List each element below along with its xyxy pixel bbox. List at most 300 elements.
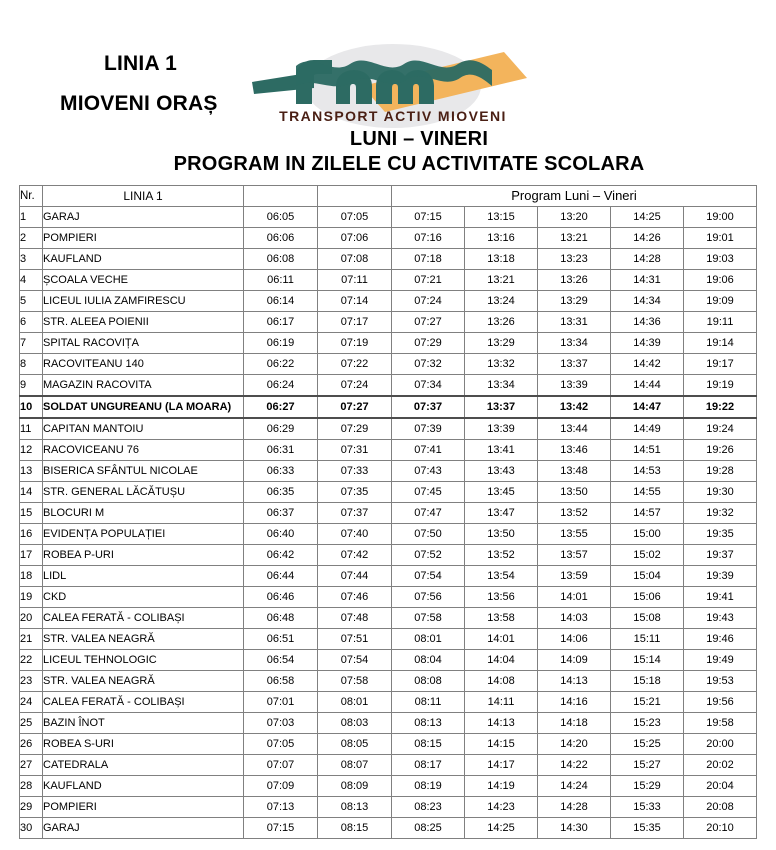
cell-departure-time: 15:25 xyxy=(611,734,684,755)
cell-departure-time: 07:54 xyxy=(392,566,465,587)
cell-departure-time: 07:31 xyxy=(318,440,392,461)
cell-departure-time: 13:15 xyxy=(465,207,538,228)
cell-departure-time: 08:01 xyxy=(392,629,465,650)
cell-departure-time: 14:15 xyxy=(465,734,538,755)
cell-departure-time: 15:27 xyxy=(611,755,684,776)
cell-departure-time: 15:08 xyxy=(611,608,684,629)
table-row xyxy=(20,650,757,671)
cell-departure-time: 13:37 xyxy=(538,354,611,375)
cell-station-name: RACOVITEANU 140 xyxy=(43,354,244,375)
header-cell-blank-2 xyxy=(318,186,392,207)
cell-departure-time: 13:39 xyxy=(465,418,538,440)
table-row xyxy=(20,713,757,734)
cell-departure-time: 13:45 xyxy=(465,482,538,503)
cell-nr: 12 xyxy=(20,440,43,461)
cell-departure-time: 13:44 xyxy=(538,418,611,440)
cell-departure-time: 08:03 xyxy=(318,713,392,734)
cell-departure-time: 15:06 xyxy=(611,587,684,608)
cell-departure-time: 14:47 xyxy=(611,396,684,418)
cell-departure-time: 08:07 xyxy=(318,755,392,776)
cell-nr: 30 xyxy=(20,818,43,839)
logo-tagline: TRANSPORT ACTIV MIOVENI xyxy=(279,108,507,124)
cell-departure-time: 13:42 xyxy=(538,396,611,418)
cell-departure-time: 13:55 xyxy=(538,524,611,545)
cell-station-name: GARAJ xyxy=(43,818,244,839)
header-cell-program: Program Luni – Vineri xyxy=(392,186,757,207)
cell-departure-time: 19:01 xyxy=(684,228,757,249)
cell-departure-time: 08:05 xyxy=(318,734,392,755)
cell-station-name: ROBEA P-URI xyxy=(43,545,244,566)
cell-departure-time: 19:32 xyxy=(684,503,757,524)
cell-station-name: EVIDENȚA POPULAȚIEI xyxy=(43,524,244,545)
cell-departure-time: 14:30 xyxy=(538,818,611,839)
cell-departure-time: 19:17 xyxy=(684,354,757,375)
cell-departure-time: 07:29 xyxy=(318,418,392,440)
cell-departure-time: 06:42 xyxy=(244,545,318,566)
cell-departure-time: 07:58 xyxy=(318,671,392,692)
cell-departure-time: 14:16 xyxy=(538,692,611,713)
cell-departure-time: 06:40 xyxy=(244,524,318,545)
cell-departure-time: 14:08 xyxy=(465,671,538,692)
cell-departure-time: 19:26 xyxy=(684,440,757,461)
cell-nr: 15 xyxy=(20,503,43,524)
schedule-table-body xyxy=(20,207,757,839)
cell-station-name: STR. ALEEA POIENII xyxy=(43,312,244,333)
cell-departure-time: 13:52 xyxy=(465,545,538,566)
cell-departure-time: 07:48 xyxy=(318,608,392,629)
cell-departure-time: 14:19 xyxy=(465,776,538,797)
cell-departure-time: 15:21 xyxy=(611,692,684,713)
cell-departure-time: 13:46 xyxy=(538,440,611,461)
cell-departure-time: 19:39 xyxy=(684,566,757,587)
cell-nr: 1 xyxy=(20,207,43,228)
cell-departure-time: 13:34 xyxy=(465,375,538,397)
cell-departure-time: 13:50 xyxy=(538,482,611,503)
logo-graphic xyxy=(252,42,542,134)
cell-departure-time: 14:49 xyxy=(611,418,684,440)
cell-departure-time: 07:11 xyxy=(318,270,392,291)
cell-station-name: GARAJ xyxy=(43,207,244,228)
table-row xyxy=(20,291,757,312)
cell-departure-time: 07:42 xyxy=(318,545,392,566)
cell-departure-time: 19:46 xyxy=(684,629,757,650)
table-row xyxy=(20,629,757,650)
table-row xyxy=(20,755,757,776)
cell-departure-time: 19:49 xyxy=(684,650,757,671)
cell-nr: 28 xyxy=(20,776,43,797)
cell-departure-time: 08:13 xyxy=(318,797,392,818)
cell-departure-time: 14:18 xyxy=(538,713,611,734)
cell-nr: 4 xyxy=(20,270,43,291)
cell-station-name: CALEA FERATĂ - COLIBAȘI xyxy=(43,608,244,629)
cell-departure-time: 08:17 xyxy=(392,755,465,776)
cell-departure-time: 14:04 xyxy=(465,650,538,671)
cell-departure-time: 13:37 xyxy=(465,396,538,418)
cell-nr: 20 xyxy=(20,608,43,629)
cell-departure-time: 19:14 xyxy=(684,333,757,354)
cell-departure-time: 14:24 xyxy=(538,776,611,797)
cell-departure-time: 07:50 xyxy=(392,524,465,545)
cell-departure-time: 06:14 xyxy=(244,291,318,312)
cell-nr: 5 xyxy=(20,291,43,312)
cell-station-name: RACOVICEANU 76 xyxy=(43,440,244,461)
cell-departure-time: 13:34 xyxy=(538,333,611,354)
cell-departure-time: 20:10 xyxy=(684,818,757,839)
cell-departure-time: 20:04 xyxy=(684,776,757,797)
cell-departure-time: 07:15 xyxy=(244,818,318,839)
cell-departure-time: 13:18 xyxy=(465,249,538,270)
cell-nr: 17 xyxy=(20,545,43,566)
cell-departure-time: 14:31 xyxy=(611,270,684,291)
cell-departure-time: 14:34 xyxy=(611,291,684,312)
cell-station-name: BLOCURI M xyxy=(43,503,244,524)
cell-departure-time: 07:56 xyxy=(392,587,465,608)
cell-nr: 11 xyxy=(20,418,43,440)
cell-nr: 16 xyxy=(20,524,43,545)
cell-departure-time: 14:03 xyxy=(538,608,611,629)
cell-departure-time: 14:11 xyxy=(465,692,538,713)
cell-departure-time: 13:57 xyxy=(538,545,611,566)
cell-departure-time: 07:51 xyxy=(318,629,392,650)
cell-departure-time: 06:17 xyxy=(244,312,318,333)
cell-departure-time: 06:37 xyxy=(244,503,318,524)
cell-departure-time: 08:01 xyxy=(318,692,392,713)
cell-departure-time: 07:34 xyxy=(392,375,465,397)
table-row xyxy=(20,524,757,545)
cell-departure-time: 08:23 xyxy=(392,797,465,818)
table-row xyxy=(20,818,757,839)
cell-departure-time: 06:35 xyxy=(244,482,318,503)
cell-departure-time: 19:00 xyxy=(684,207,757,228)
cell-nr: 14 xyxy=(20,482,43,503)
table-row xyxy=(20,503,757,524)
cell-departure-time: 19:35 xyxy=(684,524,757,545)
cell-nr: 3 xyxy=(20,249,43,270)
cell-departure-time: 07:43 xyxy=(392,461,465,482)
cell-departure-time: 07:40 xyxy=(318,524,392,545)
cell-departure-time: 14:01 xyxy=(465,629,538,650)
table-row xyxy=(20,333,757,354)
cell-departure-time: 07:09 xyxy=(244,776,318,797)
cell-departure-time: 14:09 xyxy=(538,650,611,671)
cell-departure-time: 14:13 xyxy=(465,713,538,734)
cell-departure-time: 13:23 xyxy=(538,249,611,270)
cell-departure-time: 07:18 xyxy=(392,249,465,270)
cell-departure-time: 07:27 xyxy=(318,396,392,418)
cell-departure-time: 07:37 xyxy=(392,396,465,418)
cell-departure-time: 07:33 xyxy=(318,461,392,482)
cell-departure-time: 07:35 xyxy=(318,482,392,503)
cell-departure-time: 07:29 xyxy=(392,333,465,354)
cell-departure-time: 07:01 xyxy=(244,692,318,713)
cell-departure-time: 07:16 xyxy=(392,228,465,249)
schedule-table-head xyxy=(20,186,757,207)
schedule-table xyxy=(19,185,757,839)
cell-departure-time: 14:26 xyxy=(611,228,684,249)
table-row xyxy=(20,396,757,418)
cell-nr: 25 xyxy=(20,713,43,734)
cell-departure-time: 06:33 xyxy=(244,461,318,482)
table-row xyxy=(20,692,757,713)
cell-station-name: SOLDAT UNGUREANU (LA MOARA) xyxy=(43,396,244,418)
cell-departure-time: 07:46 xyxy=(318,587,392,608)
cell-departure-time: 07:37 xyxy=(318,503,392,524)
cell-departure-time: 13:58 xyxy=(465,608,538,629)
cell-departure-time: 13:26 xyxy=(465,312,538,333)
table-row xyxy=(20,312,757,333)
cell-departure-time: 19:37 xyxy=(684,545,757,566)
cell-departure-time: 08:09 xyxy=(318,776,392,797)
cell-departure-time: 07:24 xyxy=(318,375,392,397)
table-row xyxy=(20,375,757,397)
cell-station-name: LICEUL TEHNOLOGIC xyxy=(43,650,244,671)
cell-station-name: BISERICA SFÂNTUL NICOLAE xyxy=(43,461,244,482)
cell-departure-time: 19:11 xyxy=(684,312,757,333)
cell-departure-time: 07:03 xyxy=(244,713,318,734)
cell-station-name: KAUFLAND xyxy=(43,249,244,270)
cell-station-name: LICEUL IULIA ZAMFIRESCU xyxy=(43,291,244,312)
cell-departure-time: 13:29 xyxy=(465,333,538,354)
cell-station-name: CATEDRALA xyxy=(43,755,244,776)
cell-station-name: CKD xyxy=(43,587,244,608)
cell-departure-time: 15:11 xyxy=(611,629,684,650)
table-row xyxy=(20,354,757,375)
cell-departure-time: 06:19 xyxy=(244,333,318,354)
cell-departure-time: 14:06 xyxy=(538,629,611,650)
cell-departure-time: 13:47 xyxy=(465,503,538,524)
table-row xyxy=(20,228,757,249)
page-header xyxy=(0,0,776,175)
cell-departure-time: 07:27 xyxy=(392,312,465,333)
cell-departure-time: 07:22 xyxy=(318,354,392,375)
city-title: MIOVENI ORAȘ xyxy=(60,92,218,115)
cell-departure-time: 14:01 xyxy=(538,587,611,608)
cell-departure-time: 06:31 xyxy=(244,440,318,461)
cell-departure-time: 06:11 xyxy=(244,270,318,291)
cell-departure-time: 20:00 xyxy=(684,734,757,755)
cell-nr: 21 xyxy=(20,629,43,650)
table-row xyxy=(20,440,757,461)
cell-departure-time: 19:22 xyxy=(684,396,757,418)
header-cell-line: LINIA 1 xyxy=(43,186,244,207)
table-row xyxy=(20,545,757,566)
cell-departure-time: 20:08 xyxy=(684,797,757,818)
cell-station-name: STR. VALEA NEAGRĂ xyxy=(43,671,244,692)
cell-departure-time: 07:14 xyxy=(318,291,392,312)
cell-departure-time: 13:43 xyxy=(465,461,538,482)
cell-nr: 6 xyxy=(20,312,43,333)
cell-departure-time: 06:06 xyxy=(244,228,318,249)
cell-departure-time: 14:20 xyxy=(538,734,611,755)
schedule-table-container xyxy=(19,185,757,839)
cell-departure-time: 14:53 xyxy=(611,461,684,482)
cell-departure-time: 08:15 xyxy=(392,734,465,755)
cell-departure-time: 19:58 xyxy=(684,713,757,734)
cell-departure-time: 14:39 xyxy=(611,333,684,354)
cell-departure-time: 19:53 xyxy=(684,671,757,692)
cell-departure-time: 14:25 xyxy=(465,818,538,839)
cell-departure-time: 20:02 xyxy=(684,755,757,776)
cell-departure-time: 13:48 xyxy=(538,461,611,482)
cell-departure-time: 06:58 xyxy=(244,671,318,692)
cell-nr: 26 xyxy=(20,734,43,755)
cell-station-name: STR. VALEA NEAGRĂ xyxy=(43,629,244,650)
cell-station-name: ȘCOALA VECHE xyxy=(43,270,244,291)
cell-departure-time: 19:19 xyxy=(684,375,757,397)
cell-departure-time: 13:21 xyxy=(465,270,538,291)
cell-departure-time: 14:44 xyxy=(611,375,684,397)
cell-departure-time: 13:16 xyxy=(465,228,538,249)
cell-departure-time: 07:06 xyxy=(318,228,392,249)
cell-departure-time: 13:41 xyxy=(465,440,538,461)
cell-departure-time: 07:24 xyxy=(392,291,465,312)
cell-departure-time: 06:51 xyxy=(244,629,318,650)
cell-departure-time: 08:13 xyxy=(392,713,465,734)
cell-nr: 23 xyxy=(20,671,43,692)
cell-nr: 7 xyxy=(20,333,43,354)
company-logo xyxy=(252,42,542,134)
cell-nr: 13 xyxy=(20,461,43,482)
cell-departure-time: 13:26 xyxy=(538,270,611,291)
cell-station-name: LIDL xyxy=(43,566,244,587)
cell-station-name: CAPITAN MANTOIU xyxy=(43,418,244,440)
cell-departure-time: 07:39 xyxy=(392,418,465,440)
cell-departure-time: 15:23 xyxy=(611,713,684,734)
cell-departure-time: 14:28 xyxy=(538,797,611,818)
cell-departure-time: 14:51 xyxy=(611,440,684,461)
cell-departure-time: 13:31 xyxy=(538,312,611,333)
cell-departure-time: 08:15 xyxy=(318,818,392,839)
table-header-row xyxy=(20,186,757,207)
cell-nr: 10 xyxy=(20,396,43,418)
cell-departure-time: 07:45 xyxy=(392,482,465,503)
table-row xyxy=(20,566,757,587)
cell-station-name: CALEA FERATĂ - COLIBAȘI xyxy=(43,692,244,713)
cell-departure-time: 19:43 xyxy=(684,608,757,629)
cell-departure-time: 15:33 xyxy=(611,797,684,818)
cell-departure-time: 13:24 xyxy=(465,291,538,312)
cell-departure-time: 07:17 xyxy=(318,312,392,333)
cell-departure-time: 14:25 xyxy=(611,207,684,228)
cell-departure-time: 19:24 xyxy=(684,418,757,440)
table-row xyxy=(20,734,757,755)
cell-departure-time: 07:32 xyxy=(392,354,465,375)
cell-departure-time: 06:27 xyxy=(244,396,318,418)
cell-station-name: STR. GENERAL LĂCĂTUȘU xyxy=(43,482,244,503)
cell-departure-time: 14:17 xyxy=(465,755,538,776)
cell-departure-time: 19:28 xyxy=(684,461,757,482)
cell-departure-time: 08:11 xyxy=(392,692,465,713)
cell-departure-time: 14:36 xyxy=(611,312,684,333)
cell-departure-time: 08:19 xyxy=(392,776,465,797)
cell-departure-time: 07:07 xyxy=(244,755,318,776)
header-cell-blank-1 xyxy=(244,186,318,207)
cell-nr: 24 xyxy=(20,692,43,713)
cell-departure-time: 19:56 xyxy=(684,692,757,713)
cell-departure-time: 15:00 xyxy=(611,524,684,545)
cell-departure-time: 06:54 xyxy=(244,650,318,671)
cell-departure-time: 14:13 xyxy=(538,671,611,692)
cell-departure-time: 07:21 xyxy=(392,270,465,291)
cell-departure-time: 15:29 xyxy=(611,776,684,797)
cell-departure-time: 06:46 xyxy=(244,587,318,608)
cell-departure-time: 06:48 xyxy=(244,608,318,629)
cell-departure-time: 07:41 xyxy=(392,440,465,461)
cell-departure-time: 07:47 xyxy=(392,503,465,524)
cell-station-name: POMPIERI xyxy=(43,228,244,249)
cell-departure-time: 06:24 xyxy=(244,375,318,397)
cell-departure-time: 13:29 xyxy=(538,291,611,312)
cell-station-name: ROBEA S-URI xyxy=(43,734,244,755)
cell-departure-time: 14:42 xyxy=(611,354,684,375)
table-row xyxy=(20,207,757,228)
table-row xyxy=(20,249,757,270)
cell-departure-time: 06:29 xyxy=(244,418,318,440)
cell-departure-time: 07:44 xyxy=(318,566,392,587)
cell-departure-time: 13:50 xyxy=(465,524,538,545)
line-title: LINIA 1 xyxy=(104,52,177,75)
cell-departure-time: 07:05 xyxy=(244,734,318,755)
cell-nr: 27 xyxy=(20,755,43,776)
cell-departure-time: 13:39 xyxy=(538,375,611,397)
cell-departure-time: 07:52 xyxy=(392,545,465,566)
cell-departure-time: 13:32 xyxy=(465,354,538,375)
subtitle-days: LUNI – VINERI xyxy=(349,128,489,150)
cell-departure-time: 13:54 xyxy=(465,566,538,587)
cell-nr: 29 xyxy=(20,797,43,818)
header-cell-nr: Nr. xyxy=(20,186,43,207)
cell-departure-time: 08:08 xyxy=(392,671,465,692)
cell-departure-time: 13:59 xyxy=(538,566,611,587)
cell-departure-time: 07:13 xyxy=(244,797,318,818)
cell-nr: 9 xyxy=(20,375,43,397)
cell-departure-time: 08:25 xyxy=(392,818,465,839)
cell-departure-time: 15:18 xyxy=(611,671,684,692)
cell-station-name: POMPIERI xyxy=(43,797,244,818)
cell-departure-time: 06:22 xyxy=(244,354,318,375)
cell-nr: 19 xyxy=(20,587,43,608)
cell-departure-time: 15:14 xyxy=(611,650,684,671)
cell-departure-time: 19:03 xyxy=(684,249,757,270)
cell-departure-time: 06:05 xyxy=(244,207,318,228)
cell-departure-time: 07:15 xyxy=(392,207,465,228)
cell-departure-time: 14:28 xyxy=(611,249,684,270)
cell-departure-time: 06:08 xyxy=(244,249,318,270)
cell-station-name: MAGAZIN RACOVITA xyxy=(43,375,244,397)
table-row xyxy=(20,776,757,797)
cell-departure-time: 14:22 xyxy=(538,755,611,776)
cell-departure-time: 14:57 xyxy=(611,503,684,524)
table-row xyxy=(20,482,757,503)
cell-departure-time: 15:02 xyxy=(611,545,684,566)
cell-nr: 8 xyxy=(20,354,43,375)
cell-departure-time: 07:58 xyxy=(392,608,465,629)
table-row xyxy=(20,270,757,291)
cell-station-name: BAZIN ÎNOT xyxy=(43,713,244,734)
cell-departure-time: 13:56 xyxy=(465,587,538,608)
table-row xyxy=(20,587,757,608)
cell-departure-time: 13:21 xyxy=(538,228,611,249)
cell-departure-time: 19:09 xyxy=(684,291,757,312)
cell-departure-time: 19:06 xyxy=(684,270,757,291)
subtitle-program: PROGRAM IN ZILELE CU ACTIVITATE SCOLARA xyxy=(173,153,645,175)
cell-nr: 22 xyxy=(20,650,43,671)
table-row xyxy=(20,608,757,629)
cell-departure-time: 13:52 xyxy=(538,503,611,524)
cell-station-name: SPITAL RACOVIȚA xyxy=(43,333,244,354)
cell-departure-time: 06:44 xyxy=(244,566,318,587)
cell-departure-time: 14:23 xyxy=(465,797,538,818)
